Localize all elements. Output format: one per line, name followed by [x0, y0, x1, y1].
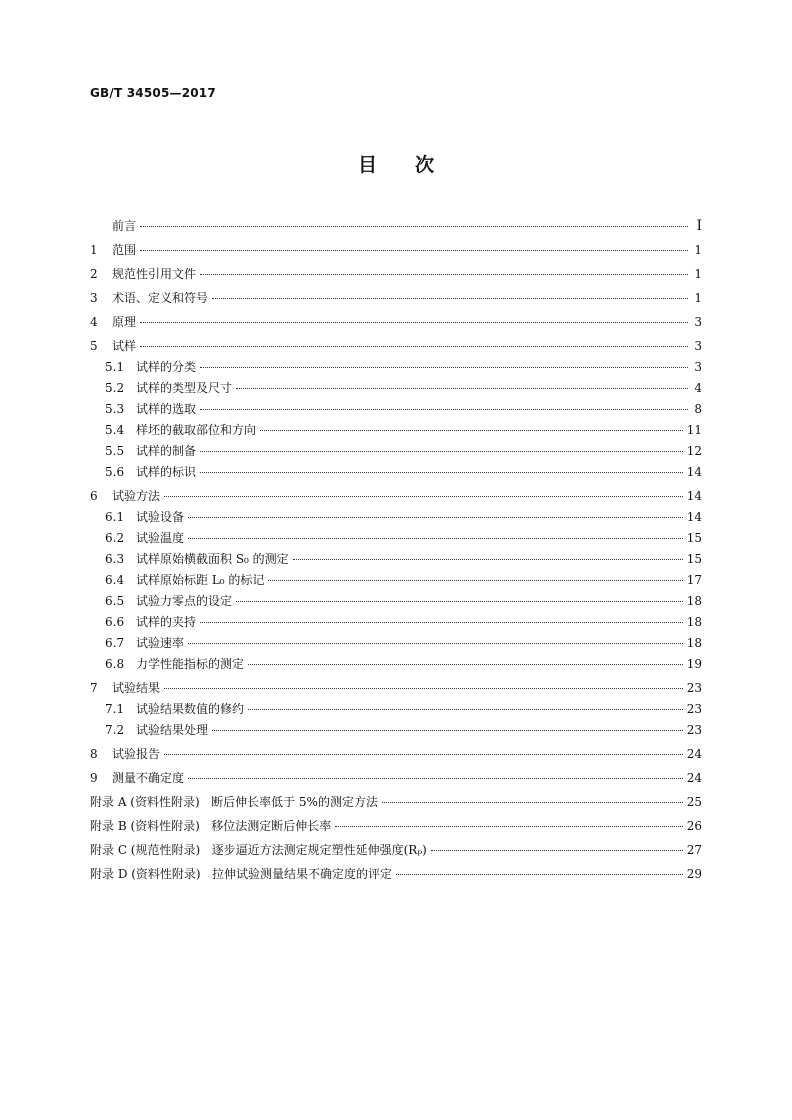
dot-leader [164, 496, 683, 497]
toc-entry-page: 18 [686, 636, 702, 650]
toc-entry-page: 23 [686, 681, 702, 695]
toc-entry-label: 试样原始横截面积 S₀ 的测定 [136, 552, 289, 566]
toc-entry-number: 6.2 [105, 531, 125, 545]
toc-entry-number: 6.7 [105, 636, 125, 650]
toc-entry-page: 12 [686, 444, 702, 458]
toc-entry[interactable] [90, 633, 702, 654]
toc-entry-page: 4 [694, 381, 702, 395]
toc-entry[interactable] [90, 840, 702, 861]
toc-entry-label: 范围 [112, 243, 137, 257]
dot-leader [188, 538, 683, 539]
toc-entry-label: 试验力零点的设定 [136, 594, 233, 608]
toc-entry-label: 术语、定义和符号 [112, 291, 209, 305]
dot-leader [200, 622, 683, 623]
toc-entry-page: 15 [686, 552, 702, 566]
toc-entry-number: 6.1 [105, 510, 125, 524]
toc-entry[interactable] [90, 549, 702, 570]
toc-entry-number: 5.6 [105, 465, 125, 479]
toc-entry[interactable] [90, 216, 702, 237]
toc-entry[interactable] [90, 312, 702, 333]
toc-entry-number: 5.4 [105, 423, 125, 437]
toc-entry-page: 25 [686, 795, 702, 809]
toc-entry[interactable] [90, 720, 702, 741]
toc-entry-page: 17 [686, 573, 702, 587]
toc-entry-label: 试验设备 [136, 510, 185, 524]
toc-entry-page: 3 [694, 315, 702, 329]
toc-entry-label: 试样的类型及尺寸 [136, 381, 233, 395]
dot-leader [268, 580, 682, 581]
toc-entry-number: 4 [90, 315, 98, 329]
dot-leader [200, 451, 683, 452]
dot-leader [164, 688, 683, 689]
toc-entry[interactable] [90, 240, 702, 261]
toc-entry-number: 1 [90, 243, 98, 257]
toc-entry-label: 试验方法 [112, 489, 161, 503]
toc-entry-number: 8 [90, 747, 98, 761]
toc-entry-number: 5.2 [105, 381, 125, 395]
toc-entry-label: 试验温度 [136, 531, 185, 545]
dot-leader [140, 250, 688, 251]
toc-entry-label: 试验结果数值的修约 [136, 702, 245, 716]
toc-entry-page: 24 [686, 747, 702, 761]
toc-entry-page: 3 [694, 339, 702, 353]
toc-entry-label: 附录 D (资料性附录) 拉伸试验测量结果不确定度的评定 [90, 867, 393, 881]
toc-entry-number: 7.2 [105, 723, 125, 737]
toc-entry-label: 前言 [112, 219, 137, 233]
toc-entry-page: 27 [686, 843, 702, 857]
dot-leader [200, 367, 688, 368]
toc-entry-number: 5.5 [105, 444, 125, 458]
dot-leader [188, 517, 683, 518]
toc-entry[interactable] [90, 864, 702, 885]
toc-entry[interactable] [90, 570, 702, 591]
toc-entry-number: 7.1 [105, 702, 125, 716]
toc-entry-label: 试验速率 [136, 636, 185, 650]
standard-code: GB/T 34505—2017 [90, 86, 216, 100]
toc-entry-number: 6.4 [105, 573, 125, 587]
toc-entry-page: 19 [686, 657, 702, 671]
toc-entry[interactable] [90, 744, 702, 765]
toc-entry-label: 样坯的截取部位和方向 [136, 423, 257, 437]
toc-entry[interactable] [90, 699, 702, 720]
toc-entry-page: 3 [694, 360, 702, 374]
toc-entry-number: 6.8 [105, 657, 125, 671]
toc-entry[interactable] [90, 816, 702, 837]
toc-entry-number: 2 [90, 267, 98, 281]
dot-leader [382, 802, 683, 803]
dot-leader [212, 298, 688, 299]
toc-entry[interactable] [90, 336, 702, 357]
toc-entry-number: 5.3 [105, 402, 125, 416]
toc-entry-page: 1 [694, 267, 702, 281]
toc-entry[interactable] [90, 288, 702, 309]
toc-entry[interactable] [90, 792, 702, 813]
toc-entry-page: 1 [694, 243, 702, 257]
toc-entry-page: 18 [686, 594, 702, 608]
toc-entry-label: 规范性引用文件 [112, 267, 197, 281]
toc-entry[interactable] [90, 768, 702, 789]
toc-entry-number: 5 [90, 339, 98, 353]
toc-entry[interactable] [90, 486, 702, 507]
toc-entry-page: 24 [686, 771, 702, 785]
toc-entry[interactable] [90, 357, 702, 378]
toc-entry-page: Ⅰ [696, 218, 702, 234]
dot-leader [236, 601, 683, 602]
toc-entry-label: 试验报告 [112, 747, 161, 761]
toc-entry-page: 18 [686, 615, 702, 629]
dot-leader [200, 274, 688, 275]
dot-leader [212, 730, 683, 731]
toc-entry-page: 29 [686, 867, 702, 881]
dot-leader [200, 409, 688, 410]
toc-entry[interactable] [90, 528, 702, 549]
dot-leader [396, 874, 683, 875]
toc-entry-label: 原理 [112, 315, 137, 329]
toc-entry-label: 试样的分类 [136, 360, 197, 374]
toc-entry[interactable] [90, 462, 702, 483]
dot-leader [248, 664, 683, 665]
toc-entry-number: 3 [90, 291, 98, 305]
dot-leader [431, 850, 683, 851]
dot-leader [293, 559, 683, 560]
toc-entry-label: 测量不确定度 [112, 771, 185, 785]
toc-entry[interactable] [90, 264, 702, 285]
toc-entry-label: 附录 C (规范性附录) 逐步逼近方法测定规定塑性延伸强度(Rₚ) [90, 843, 427, 857]
toc-entry-label: 试验结果 [112, 681, 161, 695]
toc-entry[interactable] [90, 441, 702, 462]
dot-leader [188, 778, 683, 779]
toc-entry-number: 6.3 [105, 552, 125, 566]
toc-entry-page: 11 [686, 423, 702, 437]
toc-entry-page: 1 [694, 291, 702, 305]
dot-leader [188, 643, 683, 644]
toc-entry-label: 试样 [112, 339, 137, 353]
toc-entry-label: 试样原始标距 L₀ 的标记 [136, 573, 265, 587]
dot-leader [140, 322, 688, 323]
toc-entry-page: 15 [686, 531, 702, 545]
toc-entry-label: 试样的制备 [136, 444, 197, 458]
toc-entry-number: 7 [90, 681, 98, 695]
toc-entry[interactable] [90, 654, 702, 675]
toc-entry-label: 试样的选取 [136, 402, 197, 416]
toc-entry-number: 5.1 [105, 360, 125, 374]
toc-entry-label: 附录 B (资料性附录) 移位法测定断后伸长率 [90, 819, 332, 833]
table-of-contents [90, 216, 702, 885]
toc-entry-page: 14 [686, 489, 702, 503]
toc-entry[interactable] [90, 678, 702, 699]
toc-entry[interactable] [90, 591, 702, 612]
toc-entry-number: 6.6 [105, 615, 125, 629]
toc-entry[interactable] [90, 378, 702, 399]
dot-leader [140, 346, 688, 347]
toc-entry[interactable] [90, 399, 702, 420]
toc-entry-label: 试样的标识 [136, 465, 197, 479]
dot-leader [140, 226, 688, 227]
toc-entry[interactable] [90, 612, 702, 633]
toc-entry-page: 23 [686, 702, 702, 716]
toc-entry-page: 8 [694, 402, 702, 416]
toc-entry-page: 26 [686, 819, 702, 833]
toc-entry-label: 试样的夹持 [136, 615, 197, 629]
dot-leader [335, 826, 682, 827]
toc-entry-number: 9 [90, 771, 98, 785]
dot-leader [200, 472, 683, 473]
toc-entry-label: 附录 A (资料性附录) 断后伸长率低于 5%的测定方法 [90, 795, 378, 809]
toc-entry[interactable] [90, 507, 702, 528]
toc-entry[interactable] [90, 420, 702, 441]
toc-entry-number: 6.5 [105, 594, 125, 608]
dot-leader [164, 754, 683, 755]
toc-entry-page: 14 [686, 465, 702, 479]
toc-entry-page: 14 [686, 510, 702, 524]
toc-entry-label: 试验结果处理 [136, 723, 209, 737]
toc-entry-page: 23 [686, 723, 702, 737]
dot-leader [236, 388, 688, 389]
page-title: 目次 [357, 154, 472, 176]
dot-leader [260, 430, 683, 431]
toc-entry-number: 6 [90, 489, 98, 503]
dot-leader [248, 709, 683, 710]
toc-entry-label: 力学性能指标的测定 [136, 657, 245, 671]
